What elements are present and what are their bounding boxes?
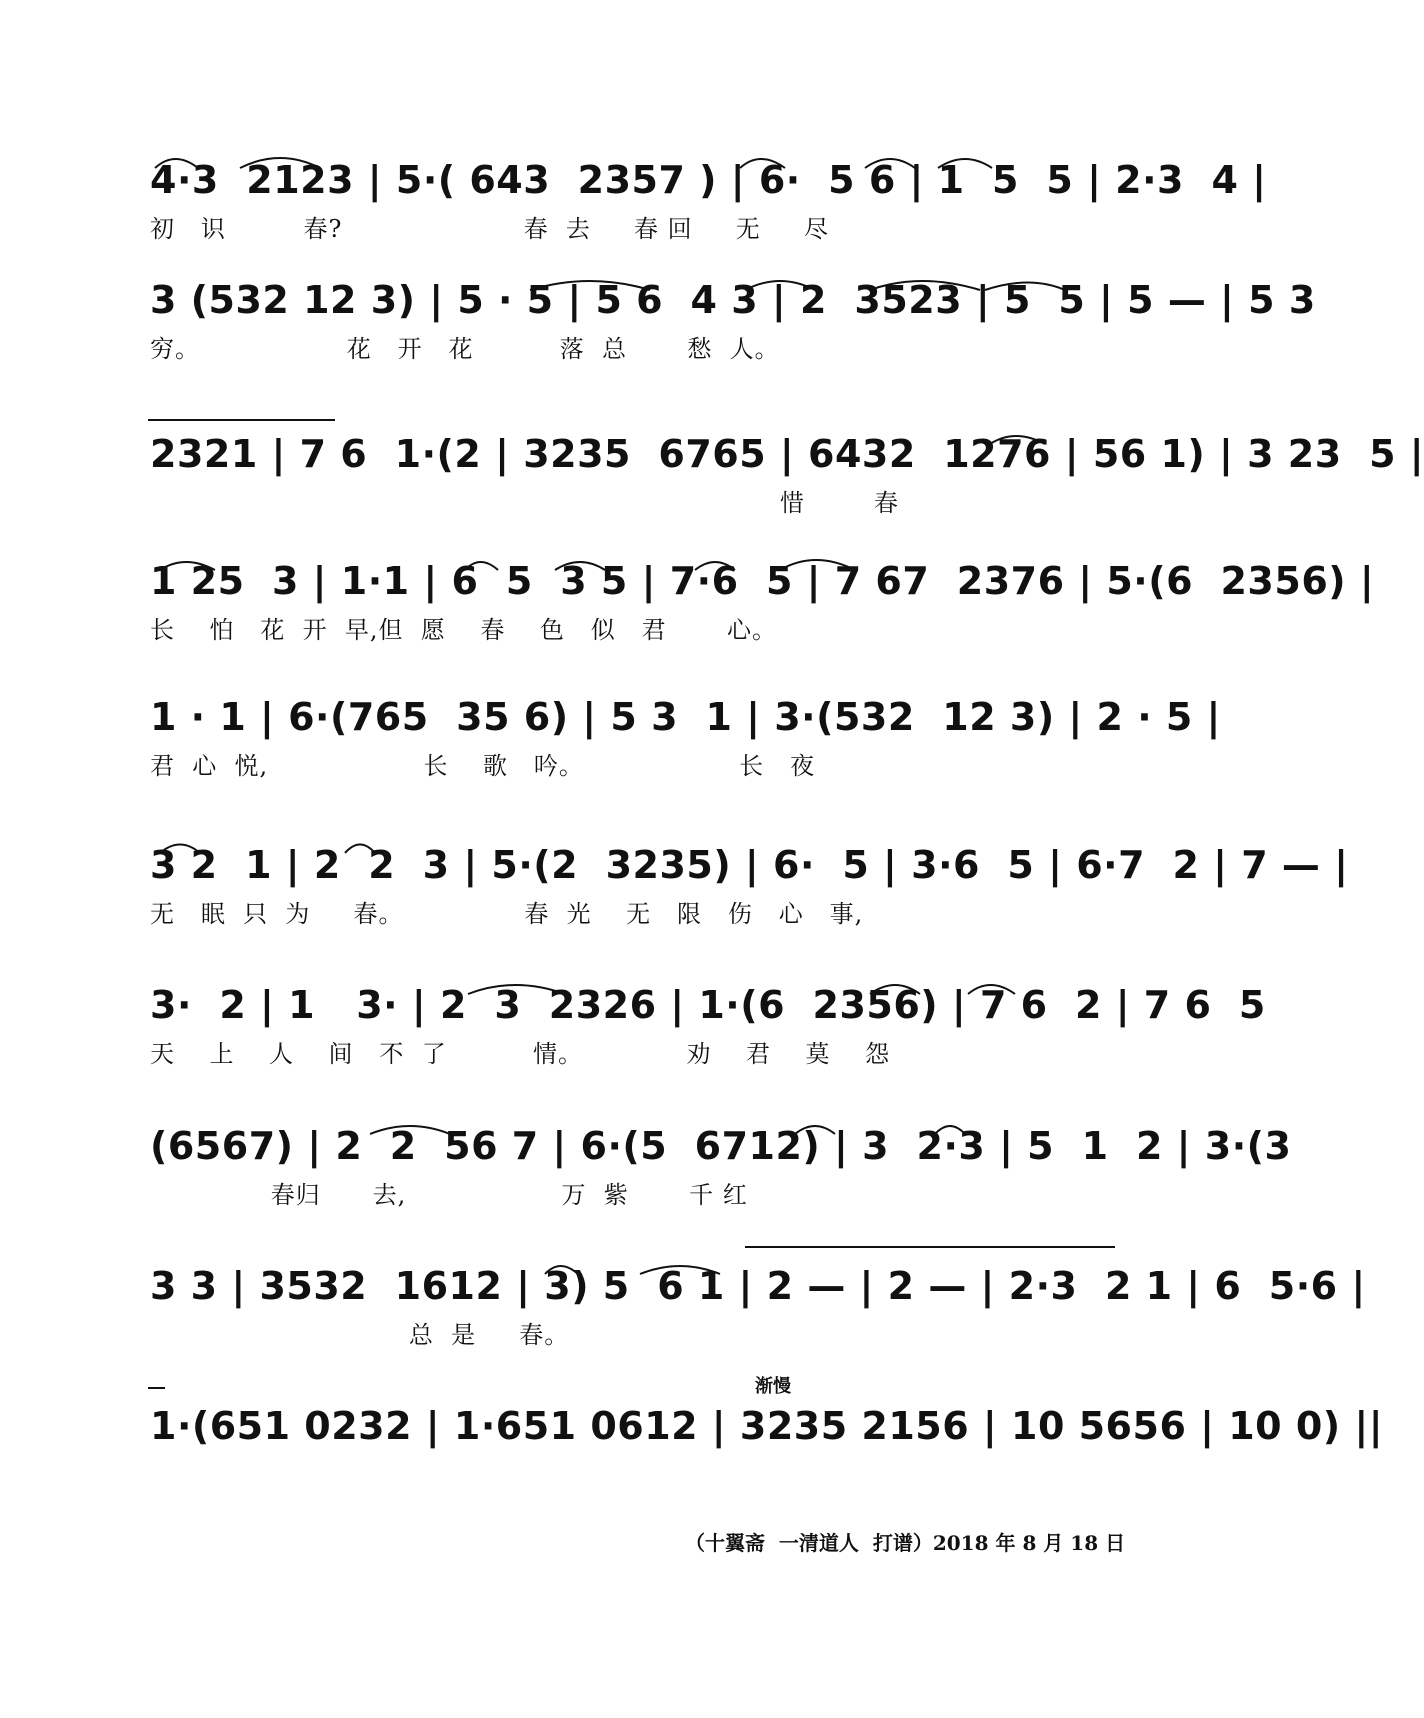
slur-mark bbox=[640, 1266, 720, 1274]
lyric-line: 长 怕 花 开 早,但 愿 春 色 似 君 心。 bbox=[150, 616, 778, 644]
slur-mark bbox=[370, 1126, 450, 1134]
slur-mark bbox=[968, 985, 1015, 994]
slur-mark bbox=[990, 436, 1045, 444]
lyric-line: 穷。 花 开 花 落 总 愁 人。 bbox=[150, 335, 780, 363]
lyric-line: 惜 春 bbox=[150, 489, 899, 517]
notation-line: (6567) | 2 2 56 7 | 6·(5 6712) | 3 2·3 | 5 1 2 | 3·(3 bbox=[150, 1124, 1292, 1168]
notation-line: 3 3 | 3532 1612 | 3) 5 6 1 | 2 — | 2 — | 2·3 2 1 | 6 5·6 | bbox=[150, 1264, 1366, 1308]
slur-mark bbox=[780, 560, 855, 570]
slur-mark bbox=[695, 562, 735, 570]
notation-line: 2321 | 7 6 1·(2 | 3235 6765 | 6432 1276 | 56 1) | 3 23 5 | bbox=[150, 432, 1424, 476]
slur-mark bbox=[865, 159, 915, 168]
slur-mark bbox=[935, 1126, 965, 1134]
slur-mark bbox=[160, 562, 215, 570]
lyric-line: 总 是 春。 bbox=[150, 1321, 570, 1349]
slur-mark bbox=[740, 159, 785, 168]
notation-line: 3 2 1 | 2 2 3 | 5·(2 3235) | 6· 5 | 3·6 5 | 6·7 2 | 7 — | bbox=[150, 843, 1349, 887]
lyric-line: 无 眠 只 为 春。 春 光 无 限 伤 心 事, bbox=[150, 900, 864, 928]
slur-mark bbox=[870, 281, 980, 290]
slur-mark bbox=[240, 158, 320, 168]
notation-line: 3 (532 12 3) | 5 · 5 | 5 6 4 3 | 2 3523 | 5 5 | 5 — | 5 3 bbox=[150, 278, 1316, 322]
slur-mark bbox=[345, 845, 375, 854]
notation-line: 1 · 1 | 6·(765 35 6) | 5 3 1 | 3·(532 12 3) | 2 · 5 | bbox=[150, 695, 1221, 739]
tempo-mark: 渐慢 bbox=[755, 1376, 791, 1397]
slur-mark bbox=[160, 845, 200, 854]
slur-mark bbox=[465, 562, 498, 570]
notation-line: 1 25 3 | 1·1 | 6 5 3 5 | 7·6 5 | 7 67 2376 | 5·(6 2356) | bbox=[150, 559, 1375, 603]
lyric-line: 君 心 悦, 长 歌 吟。 长 夜 bbox=[150, 752, 816, 780]
transcriber-credit: （十翼斋 一清道人 打谱）2018 年 8 月 18 日 bbox=[685, 1531, 1126, 1555]
slur-mark bbox=[555, 562, 605, 570]
notation-line: 4·3 2123 | 5·( 643 2357 ) | 6· 5 6 | 1 5 5 | 2·3 4 | bbox=[150, 158, 1267, 202]
notation-line: 1·(651 0232 | 1·651 0612 | 3235 2156 | 10 5656 | 10 0) || bbox=[150, 1404, 1384, 1448]
slur-mark bbox=[468, 985, 565, 994]
lyric-line: 初 识 春? 春 去 春 回 无 尽 bbox=[150, 215, 829, 243]
slur-mark bbox=[155, 159, 198, 168]
slur-mark bbox=[795, 1126, 835, 1134]
slur-mark bbox=[530, 281, 650, 290]
slur-mark bbox=[745, 281, 815, 290]
lyric-line: 春归 去, 万 紫 千 红 bbox=[150, 1181, 748, 1209]
lyric-line: 天 上 人 间 不 了 情。 劝 君 莫 怨 bbox=[150, 1040, 891, 1068]
slur-mark bbox=[870, 985, 920, 994]
slur-mark bbox=[545, 1266, 578, 1274]
notation-line: 3· 2 | 1 3· | 2 3 2326 | 1·(6 2356) | 7 6 2 | 7 6 5 bbox=[150, 983, 1266, 1027]
slur-mark bbox=[985, 283, 1065, 291]
slur-mark bbox=[938, 159, 992, 168]
